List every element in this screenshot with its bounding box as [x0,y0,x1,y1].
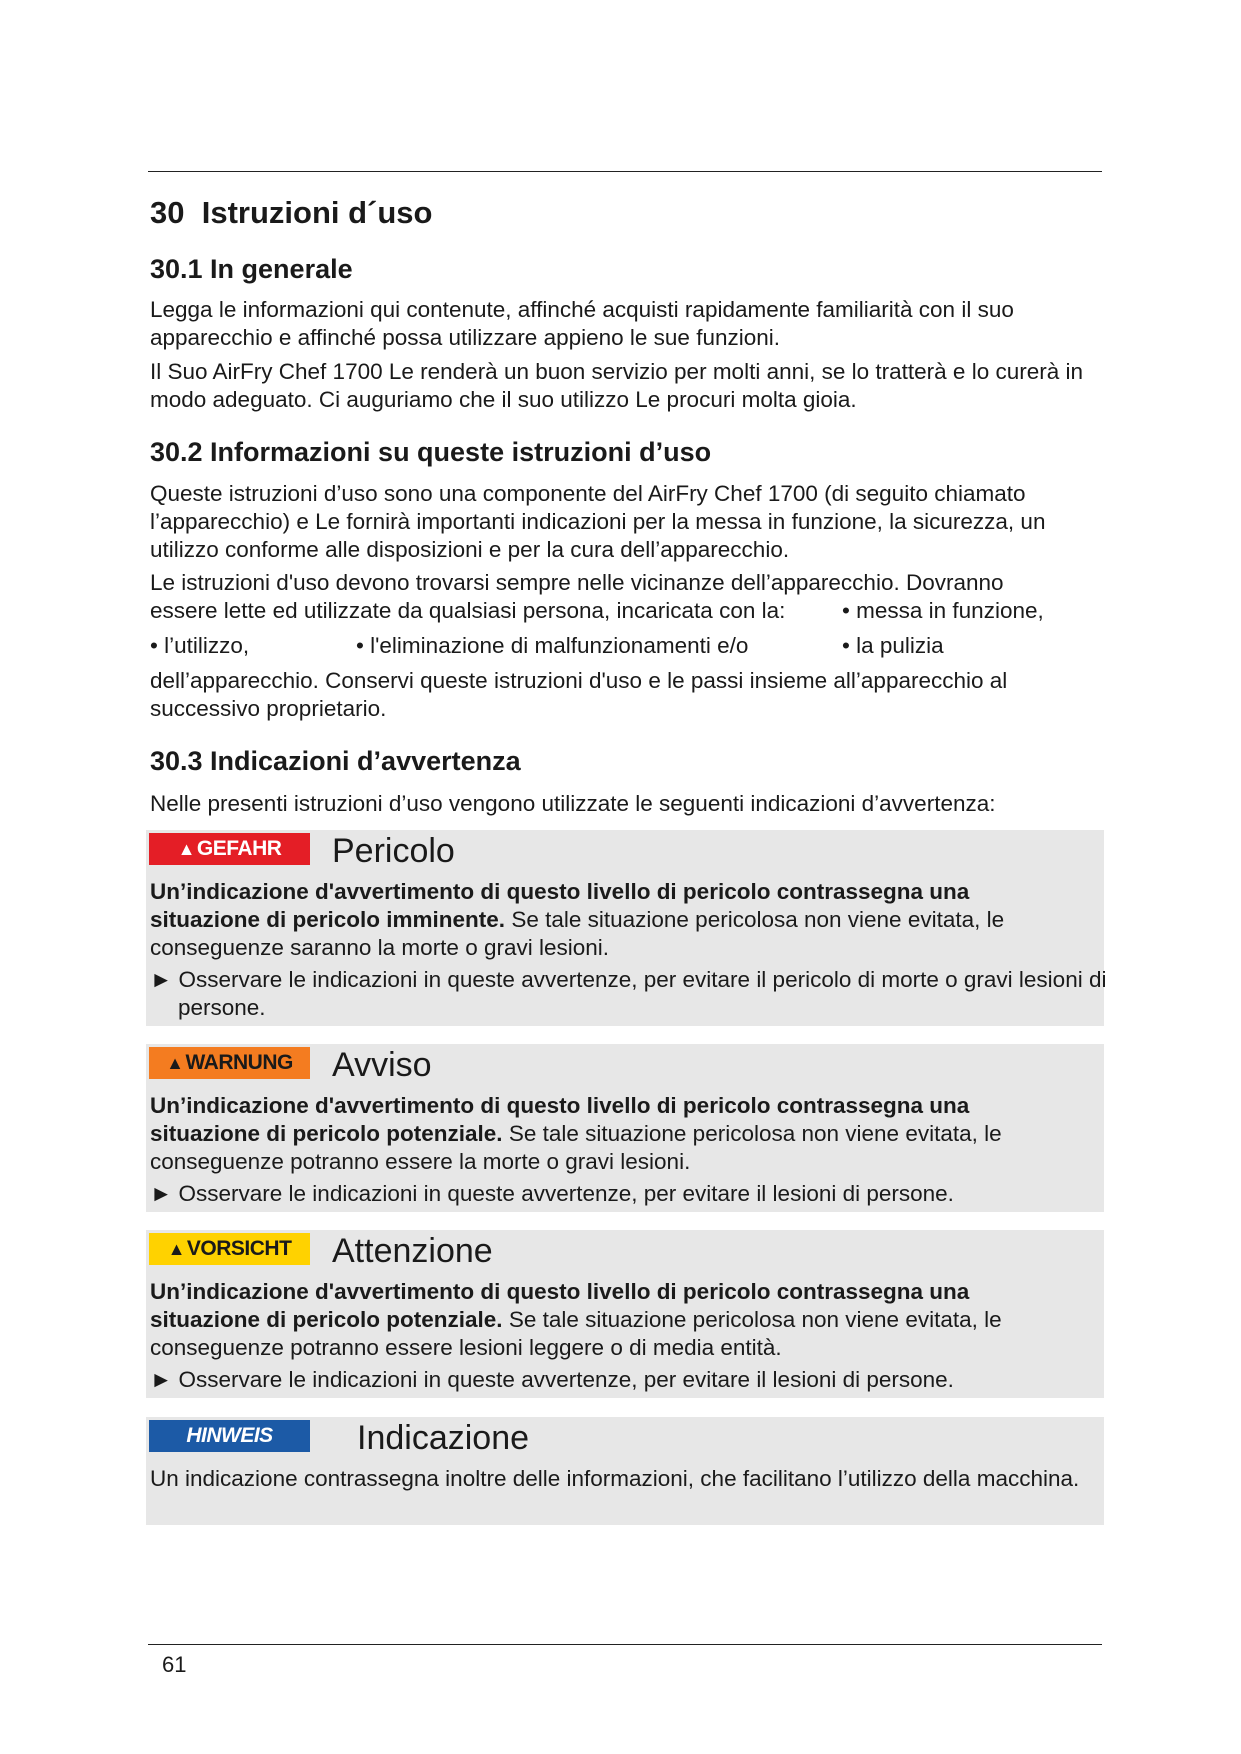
caution-title: Attenzione [332,1232,493,1270]
caution-box [146,1230,1104,1398]
danger-description [150,878,1085,962]
paragraph-info-3: dell’apparecchio. Conservi queste istruzioni d'uso e le passi insieme all’apparecchio al successivo proprietario. [150,668,1008,721]
warning-title: Avviso [332,1046,432,1084]
list-item: • l'eliminazione di malfunzionamenti e/o [356,633,749,658]
warning-badge [149,1047,310,1079]
caution-badge-label: VORSICHT [186,1237,292,1260]
section-title [150,195,432,231]
section-number: 30 [150,195,185,230]
danger-badge [149,833,310,865]
warning-triangle-icon: ▲ [167,1239,185,1259]
heading-30-1: 30.1 In generale [150,254,353,284]
danger-text: Se tale situazione pericolosa non viene evitata, le conseguenze saranno la morte o gravi lesioni. [150,907,1005,960]
danger-badge-label: GEFAHR [196,837,282,860]
danger-title: Pericolo [332,832,455,870]
list-item: • la pulizia [842,633,944,658]
paragraph-general-1: Legga le informazioni qui contenute, affinché acquisti rapidamente familiarità con il suo apparecchio e affinché possa utilizzare appieno le sue funzioni. [150,297,1014,350]
danger-box [146,830,1107,1026]
caution-action: ► Osservare le indicazioni in queste avvertenze, per evitare il lesioni di persone. [150,1367,954,1392]
paragraph-info-2-text-2: essere lette ed utilizzate da qualsiasi persona, incaricata con la: [150,598,786,623]
notice-title: Indicazione [357,1419,530,1457]
caution-text: Se tale situazione pericolosa non viene evitata, le conseguenze potranno essere lesioni leggere o di media entità. [150,1307,1002,1360]
warning-box [146,1044,1104,1212]
warning-bold-text: Un’indicazione d'avvertimento di questo livello di pericolo contrassegna una situazione di pericolo potenziale. [150,1093,970,1146]
header-rule [148,171,1102,172]
paragraph-warnings-intro: Nelle presenti istruzioni d’uso vengono utilizzate le seguenti indicazioni d’avvertenza: [150,791,996,816]
page-number: 61 [162,1652,187,1677]
warning-text: Se tale situazione pericolosa non viene evitata, le conseguenze potranno essere la morte o gravi lesioni. [150,1121,1002,1174]
footer-rule [148,1644,1102,1645]
heading-30-2: 30.2 Informazioni su queste istruzioni d’uso [150,437,712,467]
warning-description [150,1092,1085,1176]
notice-badge-label: HINWEIS [186,1424,273,1447]
warning-triangle-icon: ▲ [166,1053,184,1073]
paragraph-info-1: Queste istruzioni d’uso sono una componente del AirFry Chef 1700 (di seguito chiamato l’apparecchio) e Le fornirà importanti indicazioni per la messa in funzione, la sicurezza, un utilizzo conforme alle disposizioni e per la cura dell’apparecchio. [150,481,1046,562]
caution-badge [149,1233,310,1265]
danger-bold-text: Un’indicazione d'avvertimento di questo livello di pericolo contrassegna una situazione di pericolo imminente. [150,879,970,932]
notice-description: Un indicazione contrassegna inoltre delle informazioni, che facilitano l’utilizzo della macchina. [150,1466,1080,1491]
caution-description [150,1278,1085,1362]
list-item: • l’utilizzo, [150,633,250,658]
paragraph-general-2: Il Suo AirFry Chef 1700 Le renderà un buon servizio per molti anni, se lo tratterà e lo curerà in modo adeguato. Ci auguriamo che il suo utilizzo Le procuri molta gioia. [150,359,1083,412]
warning-triangle-icon: ▲ [177,839,195,859]
warning-badge-label: WARNUNG [185,1051,293,1074]
heading-30-3: 30.3 Indicazioni d’avvertenza [150,746,521,776]
caution-bold-text: Un’indicazione d'avvertimento di questo livello di pericolo contrassegna una situazione di pericolo potenziale. [150,1279,970,1332]
danger-action: ► Osservare le indicazioni in queste avvertenze, per evitare il pericolo di morte o gravi lesioni di persone. [150,967,1107,1020]
section-title-text: Istruzioni d´uso [201,195,433,230]
notice-badge [149,1420,310,1452]
paragraph-info-2-text: Le istruzioni d'uso devono trovarsi sempre nelle vicinanze dell’apparecchio. Dovranno [150,570,1004,595]
notice-box [146,1417,1104,1525]
list-item: • messa in funzione, [842,598,1044,623]
warning-action: ► Osservare le indicazioni in queste avvertenze, per evitare il lesioni di persone. [150,1181,954,1206]
